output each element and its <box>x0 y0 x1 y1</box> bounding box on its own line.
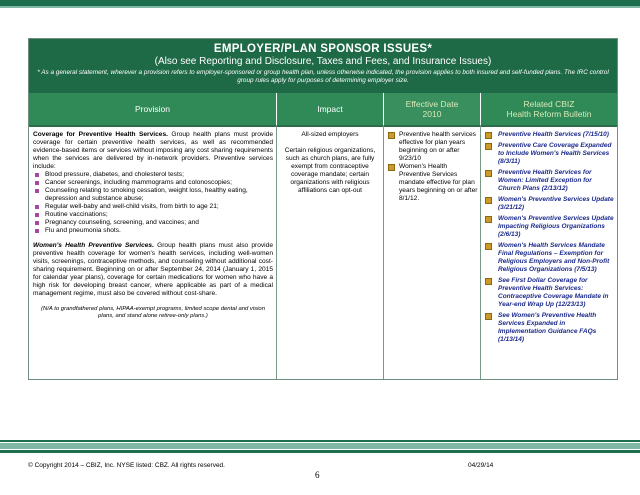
list-item-text: Routine vaccinations; <box>45 211 108 218</box>
related-bulletin-cell <box>484 131 614 347</box>
list-item <box>484 277 614 309</box>
bullet-icon <box>485 143 492 150</box>
copyright: © Copyright 2014 – CBIZ, Inc. NYSE listed: CBZ. All rights reserved. <box>28 462 225 469</box>
bullet-icon <box>35 173 39 177</box>
bulletin-link[interactable]: See First Dollar Coverage for Preventive Health Services: Contraceptive Coverage Mandate in Year-end Wrap Up (12/23/13) <box>498 277 609 308</box>
provision-heading: Coverage for Preventive Health Services. <box>33 131 168 138</box>
column-divider <box>480 125 481 379</box>
bullet-icon <box>485 170 492 177</box>
list-item-text: Flu and pneumonia shots. <box>45 227 121 234</box>
bulletin-link[interactable]: Women's Preventive Services Update (3/21/12) <box>498 196 614 211</box>
bulletin-link[interactable]: Preventive Health Services (7/15/10) <box>498 131 609 138</box>
list-item <box>33 179 273 187</box>
list-item-text: Blood pressure, diabetes, and cholesterol tests; <box>45 171 184 178</box>
list-item <box>387 163 479 203</box>
provision-cell <box>33 131 273 320</box>
preventive-services-list <box>33 171 273 235</box>
impact-line: Certain religious organizations, such as church plans, are fully exempt from contraceptive coverage mandate; certain organizations with religious affiliations can opt-out <box>284 147 376 194</box>
bullet-icon <box>35 229 39 233</box>
page-number: 6 <box>315 470 320 480</box>
header-divider <box>29 125 617 127</box>
table-subtitle: (Also see Reporting and Disclosure, Taxes and Fees, and Insurance Issues) <box>154 56 492 67</box>
bullet-icon <box>35 181 39 185</box>
table-note: * As a general statement, wherever a provision refers to employer-sponsored or group health plan, unless otherwise indicated, the provision applies to both insured and self-funded plans. The IRC control group rules apply for purposes of determining employer size. <box>37 69 609 84</box>
column-header-related-bulletin <box>481 93 617 125</box>
column-divider <box>383 125 384 379</box>
table-title: EMPLOYER/PLAN SPONSOR ISSUES* <box>213 43 433 55</box>
bullet-icon <box>485 132 492 139</box>
bullet-icon <box>388 132 395 139</box>
list-item-text: Pregnancy counseling, screening, and vaccines; and <box>45 219 199 226</box>
bullet-icon <box>485 197 492 204</box>
bullet-icon <box>485 278 492 285</box>
bullet-icon <box>485 313 492 320</box>
effective-text: Women's Health Preventive Services mandate effective for plan years beginning on or after 8/1/12. <box>399 163 478 202</box>
bullet-icon <box>485 216 492 223</box>
footer-date: 04/29/14 <box>468 462 494 469</box>
top-rule-light <box>0 6 640 8</box>
bottom-rule-light <box>0 443 640 449</box>
issues-table <box>28 38 618 380</box>
list-item-text: Cancer screenings, including mammograms and colonoscopies; <box>45 179 232 186</box>
bulletin-link[interactable]: Preventive Care Coverage Expanded to Include Women's Health Services (8/3/11) <box>498 142 612 165</box>
list-item-text: Regular well-baby and well-child visits, from birth to age 21; <box>45 203 219 210</box>
list-item-text: Counseling relating to smoking cessation, weight loss, healthy eating, depression and substance abuse; <box>45 187 248 202</box>
effective-label: Effective Date 2010 <box>405 99 459 119</box>
list-item <box>484 312 614 344</box>
list-item <box>33 203 273 211</box>
column-header-effective-date <box>384 93 480 125</box>
table-header <box>29 39 617 93</box>
impact-line: All-sized employers <box>301 131 359 138</box>
list-item <box>33 219 273 227</box>
column-header-impact: Impact <box>277 93 383 125</box>
provision-disclaimer: (N/A to grandfathered plans, HIPAA-exempt programs, limited scope dental and vision plans, and stand alone retiree-only plans.) <box>41 306 265 319</box>
provision-text: Group health plans must also provide preventive health coverage for women's health services, including well-women visits, screenings, contraceptive methods, and counseling without additional cost-sharing requirement. Beginning on or after September 24, 2014 (January 1, 2015 for calendar year plans), coverage for certain medications for women who have a high risk for developing breast cancer, where applicable as part of a medical management regime, must also be covered without cost-share. <box>33 242 273 297</box>
list-item <box>484 242 614 274</box>
related-label: Related CBIZ Health Reform Bulletin <box>506 99 592 119</box>
list-item <box>33 211 273 219</box>
list-item <box>484 169 614 193</box>
bullet-icon <box>35 205 39 209</box>
column-divider <box>276 125 277 379</box>
provision-text: Group health plans must provide coverage for certain preventive health services, as well as recommended evidence-based items or services without imposing any cost sharing requirements when the services are delivered by in-network providers. Preventive services include: <box>33 131 273 170</box>
bullet-icon <box>388 164 395 171</box>
bullet-icon <box>485 243 492 250</box>
list-item <box>33 227 273 235</box>
provision-heading: Women's Health Preventive Services. <box>33 242 154 249</box>
list-item <box>33 187 273 203</box>
bullet-icon <box>35 221 39 225</box>
list-item <box>484 142 614 166</box>
effective-text: Preventive health services effective for plan years beginning on or after 9/23/10 <box>399 131 476 162</box>
provision-paragraph <box>33 131 273 171</box>
provision-paragraph <box>33 242 273 298</box>
impact-cell <box>279 131 381 195</box>
bottom-rule <box>0 440 640 442</box>
bulletin-link[interactable]: Women's Preventive Services Update Impacting Religious Organizations (2/6/13) <box>498 215 614 238</box>
bulletin-link[interactable]: See Women's Preventive Health Services Expanded in Implementation Guidance FAQs (1/13/14) <box>498 312 597 343</box>
list-item <box>33 171 273 179</box>
list-item <box>387 131 479 163</box>
bulletin-link[interactable]: Women's Health Services Mandate Final Regulations – Exemption for Religious Employers and Non-Profit Religious Organizations (7/5/13) <box>498 242 610 273</box>
list-item <box>484 196 614 212</box>
effective-date-cell <box>387 131 479 203</box>
list-item <box>484 131 614 139</box>
bulletin-link[interactable]: Preventive Health Services for Women: Limited Exception for Church Plans (2/13/12) <box>498 169 592 192</box>
bullet-icon <box>35 189 39 193</box>
column-header-provision: Provision <box>29 93 276 125</box>
bottom-rule <box>0 450 640 453</box>
bullet-icon <box>35 213 39 217</box>
list-item <box>484 215 614 239</box>
